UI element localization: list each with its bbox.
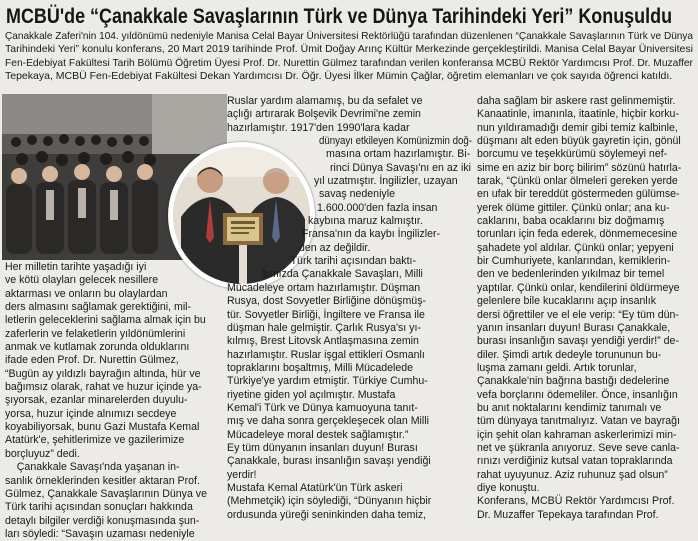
column-3-line: diler. Şimdi artık dedeyle torununun bu- <box>477 348 662 361</box>
column-3-line: sime en aziz bir borç bilirim” sözünü hatırla- <box>477 161 682 174</box>
column-2-line: Türk tarihi açısından baktı- <box>279 255 416 268</box>
column-2-line: hazırlamıştır. 1917'den 1990'lara kadar <box>227 121 410 134</box>
column-2-line: topraklarını boşaltmış, Milli Mücadelede <box>227 361 414 374</box>
column-3-line: burası insanlığın savaşı yendiği yerdir!” de- <box>477 335 679 348</box>
column-1-line: Gülmez, Çanakkale Savaşlarının Dünya ve <box>5 487 207 500</box>
column-3-line: yerek ölüme gittiler. Çünkü onlar; ana ku- <box>477 201 670 214</box>
column-1-line: Her milletin tarihte yaşadığı iyi <box>5 261 147 273</box>
column-1-line: ve kötü olayları gelecek nesillere <box>5 274 159 287</box>
column-1-line: ders almasını sağlamak gerektiğini, mil- <box>5 301 192 314</box>
column-3-line: diye konuştu. <box>477 481 540 494</box>
column-1-line: yorsa, huzur içinde alnımızı secdeye <box>5 407 177 420</box>
column-3-line: rahat uyuyunuz. Aziz ruhunuz şad olsun” <box>477 468 668 481</box>
column-1-line: “Bugün ay yıldızlı bayrağın altında, hür ve <box>5 367 201 380</box>
column-3-line: nun yıldıramadığı demir gibi temiz kalbinle, <box>477 121 678 134</box>
column-3-line: en ufak bir tereddüt göstermeden gülümse- <box>477 188 680 201</box>
column-1-line: anmak ve kutlamak zorunda olduklarını <box>5 341 190 354</box>
column-2-line: ordusunda yüreği seninkinden daha temiz, <box>227 508 427 521</box>
column-3-line: tüm dünyaya tanıtmalıyız. Vatan ve bayrağı <box>477 415 680 428</box>
column-2-line: Çanakkale, burası insanlığın savaşı yendiği <box>227 455 431 468</box>
column-2-line: den az değildir. <box>299 241 371 254</box>
column-2-line: kaybına maruz kalmıştır. <box>308 215 423 228</box>
column-2-line: rinci Dünya Savaşı'nı en az iki <box>330 161 471 174</box>
column-2-line: dünyayı etkileyen Komünizmin doğ- <box>319 135 473 148</box>
column-2-line: Mücadeleye ortam hazırlamıştır. Düşman <box>227 281 421 294</box>
column-3-line: den ve bedenlerinden yıkılmaz bir temel <box>477 268 665 281</box>
column-3-line: luşma zamanı geldi. Artık torunlar, <box>477 361 637 374</box>
article-lead <box>5 30 693 83</box>
column-2-line: açlığı artırarak Bolşevik Devrimi'ne zemin <box>227 108 421 121</box>
column-3-line: Dr. Muzaffer Tepekaya tarafından Prof. <box>477 508 659 521</box>
column-3-line: şahadete yol aldılar. Çünkü onlar; yepyeni <box>477 241 674 254</box>
column-3-line: caklarını, baba ocaklarını biz doğmamış <box>477 215 665 228</box>
column-1-line: Çanakkale Savaşı'nda yaşanan in- <box>5 461 180 474</box>
lead-line: Tarihindeki Yeri” konulu konferans, 20 Mart 2019 tarihinde Prof. Ümit Doğay Arınç Kültür Merkezinde gerçekleştirildi. Manisa Celal Bayar Üniversitesi <box>5 43 693 56</box>
column-3-line: net ve şükranla anıyoruz. Seve seve canla- <box>477 441 680 454</box>
column-1-line: koyabiliyorsak, bunu Gazi Mustafa Kemal <box>5 421 200 434</box>
column-2-line: Kemal'i Türk ve Dünya kamuoyuna tanıt- <box>227 401 418 414</box>
column-1-line: Türk tarihi açısından sonuçları hakkında <box>5 501 193 514</box>
article-column-3 <box>477 95 695 522</box>
column-3-line: yanın insanları duyun! Burası Çanakkale, <box>477 321 671 334</box>
column-3-line: torunları için feda ederek, dönmemecesine <box>477 228 678 241</box>
column-3-line: dersi öğrettiler ve el ele verip: “Ey tüm dün- <box>477 308 679 321</box>
column-1-line: zaferlerin ve felaketlerin yıldönümlerini <box>5 327 186 340</box>
column-2-line: düşman hale gelmiştir. Çarlık Rusya'sı yı- <box>227 321 421 334</box>
column-1-line: ifade eden Prof. Dr. Nurettin Gülmez, <box>5 354 179 367</box>
column-3-line: düşmanı alt eden büyük gayretin için, gönül <box>477 135 681 148</box>
column-3-line: vefa borçlarını ödemeliler. Önce, insanlığın <box>477 388 678 401</box>
column-3-line: daha sağlam bir askere rast gelinmemiştir. <box>477 95 676 107</box>
column-2-line: Rusya, dost Sovyetler Birliğine dönüşmüş- <box>227 295 427 308</box>
article-column-1 <box>5 261 220 541</box>
column-2-line: masına ortam hazırlamıştır. Bi- <box>326 148 471 161</box>
lead-line: Fen-Edebiyat Fakültesi Tarih Bölümü Öğretim Üyesi Prof. Dr. Nurettin Gülmez tarafından verilen konferansa MCBÜ Rektör Yardımcısı Prof. Dr. Muzaffer <box>5 56 693 69</box>
column-3-line: Kanaatinle, imanınla, itaatinle, hiçbir korku- <box>477 108 679 121</box>
column-2-line: Mücadeleye moral destek sağlamıştır.” <box>227 428 409 441</box>
column-1-line: sanlık örneklerinden kesitler aktaran Prof. <box>5 474 200 487</box>
column-3-line: Konferans, MCBÜ Rektör Yardımcısı Prof. <box>477 495 675 508</box>
column-2-line: ğımızda Çanakkale Savaşları, Milli <box>261 268 423 281</box>
column-2-line: riyetine giden yol açılmıştır. Mustafa <box>227 388 396 401</box>
column-2-line: Fransa'nın da kaybı İngilizler- <box>302 228 441 241</box>
column-3-line: tarak, “Çünkü onlar ölmeleri gereken yerde <box>477 175 678 188</box>
column-1-line: bağımsız olarak, rahat ve huzur içinde ya- <box>5 381 202 394</box>
column-3-line: için şehit olan kahraman askerlerimizi min- <box>477 428 677 441</box>
column-3-line: rınızı verdiğiniz kutsal vatan topraklarında <box>477 455 673 468</box>
column-3-line: bir Cumhuriyete, kanlarından, kemiklerin- <box>477 255 671 268</box>
column-2-line: mış ve daha sonra gerçekleşecek olan Milli <box>227 415 429 428</box>
lead-line: Çanakkale Zaferi'nin 104. yıldönümü nedeniyle Manisa Celal Bayar Üniversitesi Rektörlüğü tarafından düzenlenen “Çanakkale Savaşlarının Türk ve Dünya <box>5 30 694 42</box>
column-2-line: Ey tüm dünyanın insanları duyun! Burası <box>227 441 418 454</box>
column-3-line: gelenlere bile kucaklarını açıp insanlık <box>477 295 657 308</box>
article-column-2 <box>227 95 472 522</box>
column-1-line: ları söyledi: “Savaşın uzaması nedeniyle <box>5 527 195 540</box>
column-2-line: Ruslar yardım alamamış, bu da sefalet ve <box>227 95 423 107</box>
column-3-line: bu anıt noktalarını kendimiz tanımalı ve <box>477 401 662 414</box>
column-3-line: yaptılar. Çünkü onlar, kendilerini öldürmeye <box>477 281 680 294</box>
column-2-line: 1.600.000'den fazla insan <box>317 201 438 214</box>
column-1-line: letlerin geleceklerini sağlama almak için bu <box>5 314 206 327</box>
column-3-line: borcumu ve teşekkürümü söylemeyi nef- <box>477 148 668 161</box>
column-1-line: Atatürk'e, şehitlerimize ve gazilerimize <box>5 434 185 447</box>
column-1-line: detaylı bilgiler verdiği konuşmasında şun- <box>5 514 200 527</box>
lead-line: Tepekaya, MCBÜ Fen-Edebiyat Fakültesi Dekan Yardımcısı Dr. Öğr. Üyesi İlker Mümin Çağlar, öğretim elemanları ve çok sayıda öğrenci katıldı. <box>5 69 673 82</box>
column-2-line: yıl uzatmıştır. İngilizler, uzayan <box>314 175 458 188</box>
column-3-line: Çanakkale'nin bağrına bastığı dedelerine <box>477 375 670 388</box>
column-2-line: savaş nedeniyle <box>319 188 395 201</box>
column-1-line: aktarması ve onların bu olaylardan <box>5 287 168 300</box>
column-2-line: kılmış, Brest Litovsk Antlaşmasına zemin <box>227 335 419 348</box>
column-2-line: hazırlamıştır. Ruslar işgal ettikleri Osmanlı <box>227 348 425 361</box>
article-headline: MCBÜ'de “Çanakkale Savaşlarının Türk ve Dünya Tarihindeki Yeri” Konuşuldu <box>6 4 673 28</box>
column-2-line: (Mehmetçik) için söylediği, “Dünyanın hiçbir <box>227 495 432 508</box>
column-2-line: Mustafa Kemal Atatürk'ün Türk askeri <box>227 481 403 494</box>
column-1-line: şıyorsak, ezanlar minarelerden duyulu- <box>5 394 188 407</box>
column-1-line: borçluyuz” dedi. <box>5 447 80 460</box>
column-2-line: yerdir! <box>227 468 257 481</box>
column-2-line: tür. Sovyetler Birliği, İngiltere ve Fransa ile <box>227 308 425 321</box>
column-2-line: Türkiye'ye yardım etmiştir. Türkiye Cumhu- <box>227 375 428 388</box>
